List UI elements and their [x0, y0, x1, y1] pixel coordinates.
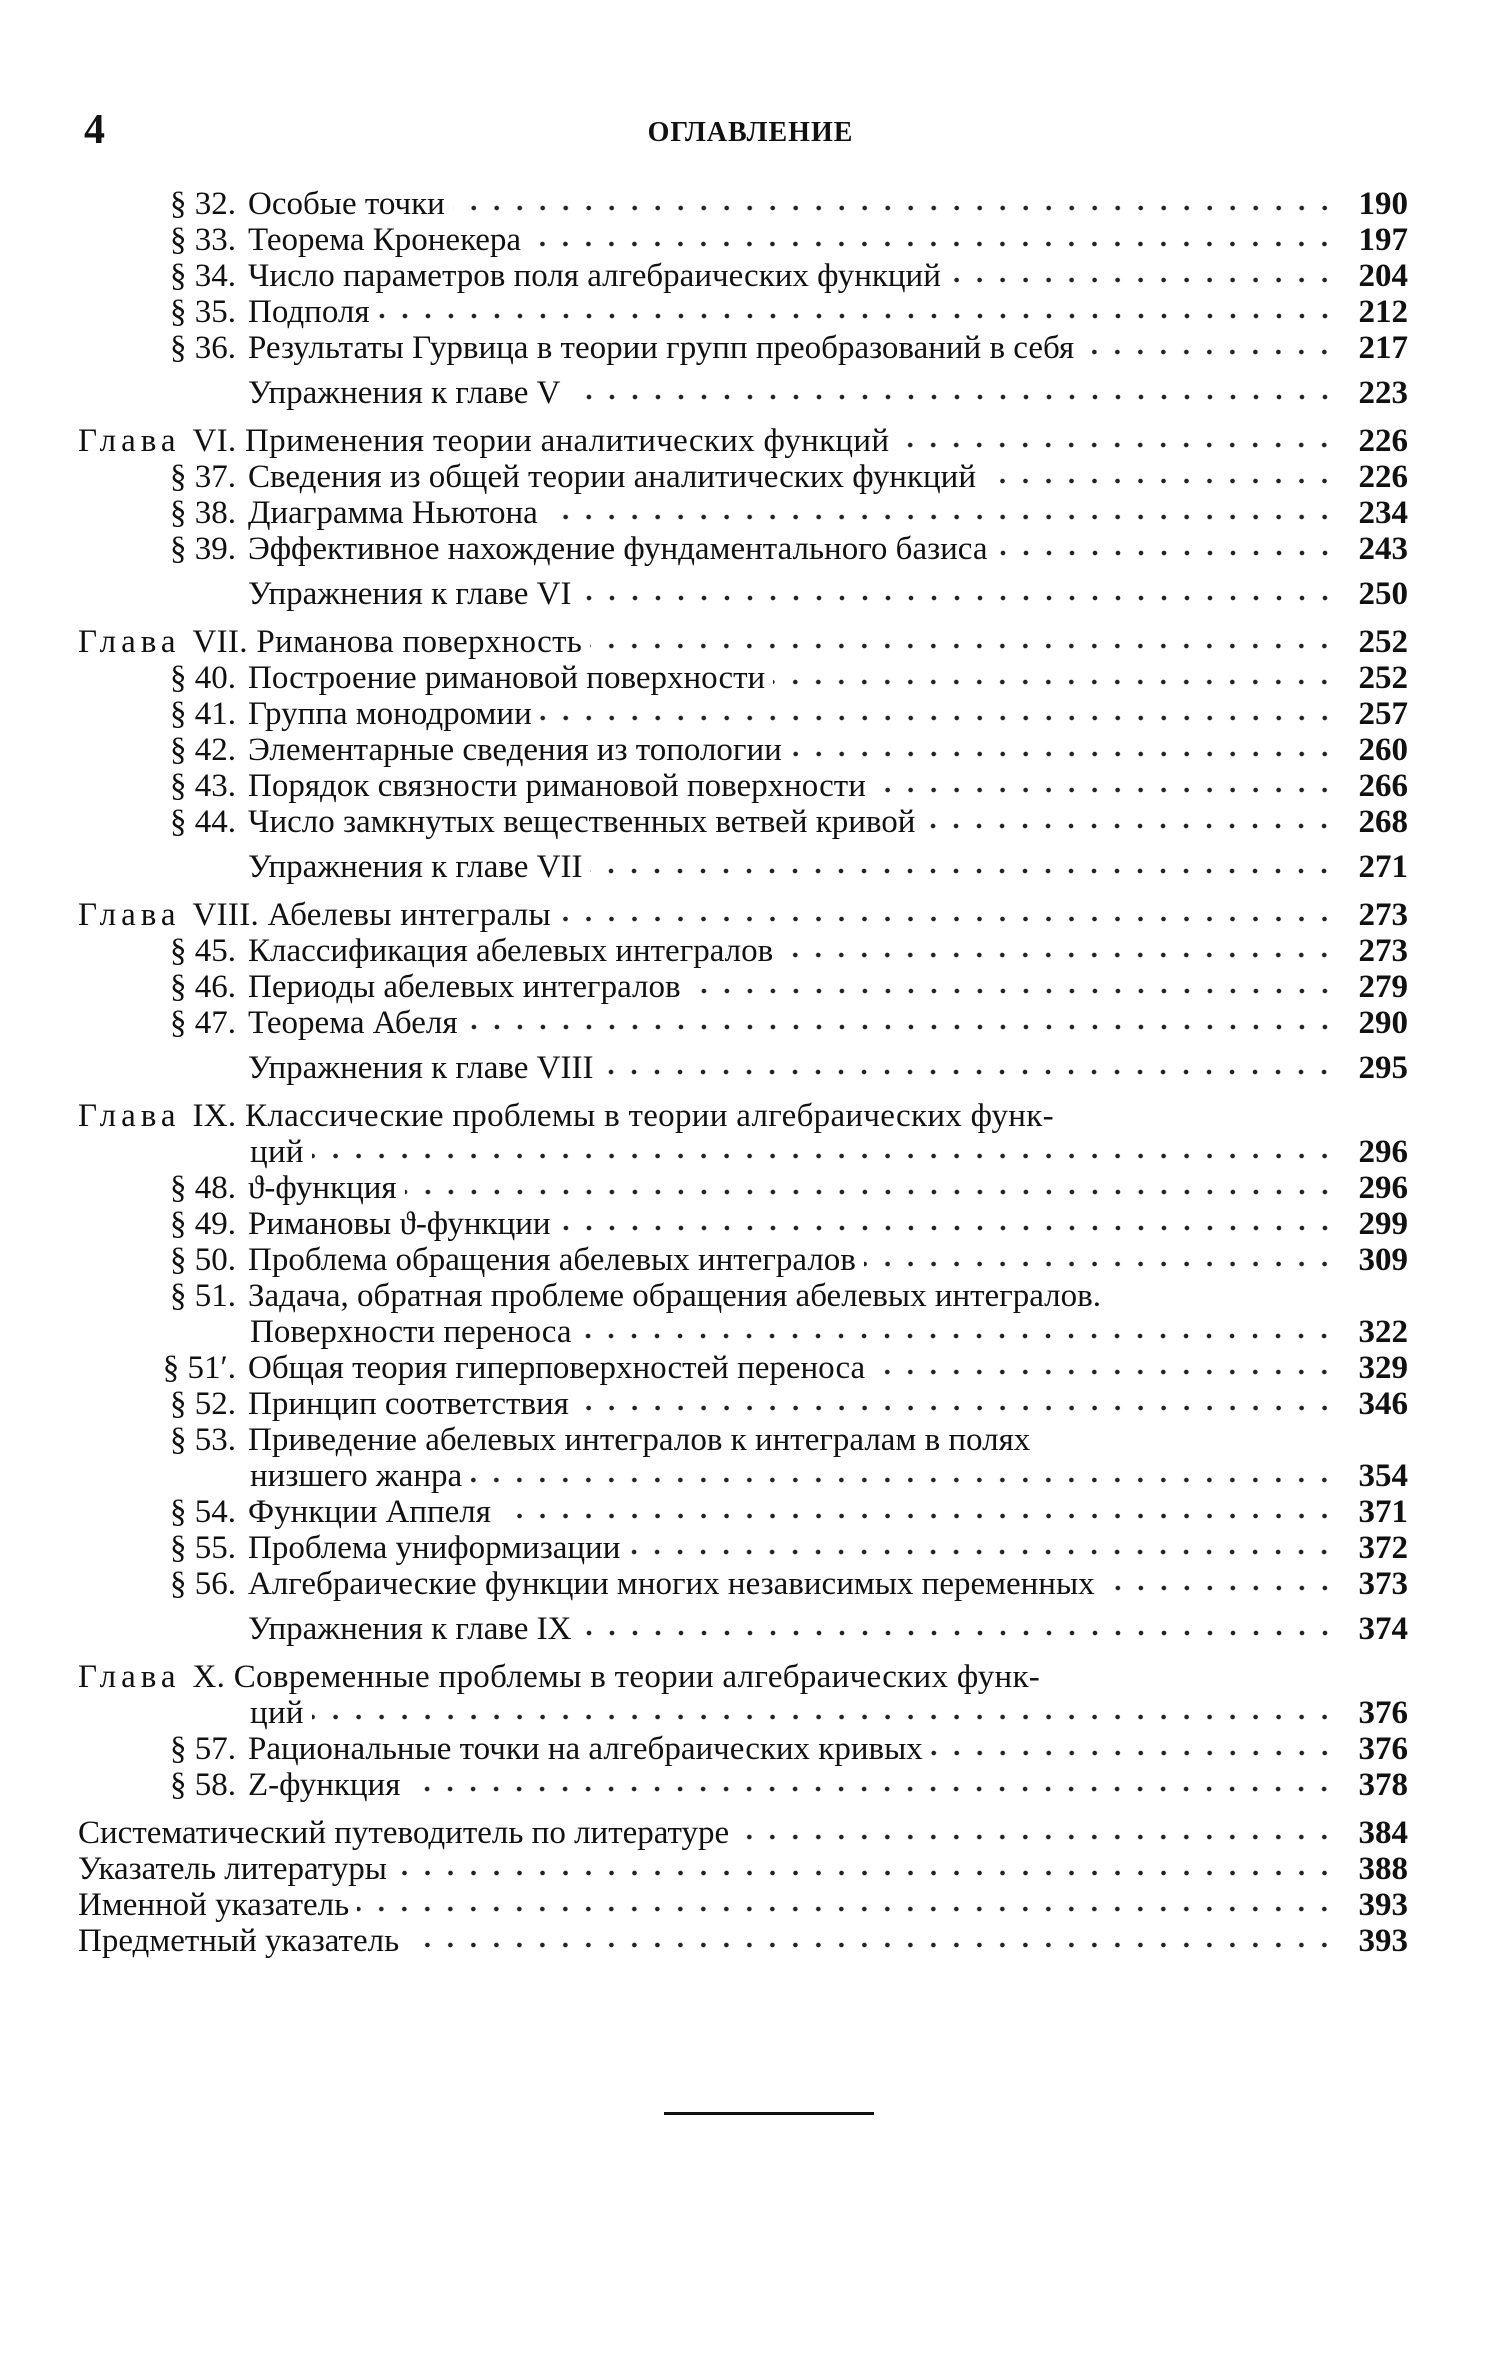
leader-dots [580, 1629, 1337, 1637]
toc-line [78, 969, 1408, 1005]
toc-line [78, 897, 1408, 933]
toc-line [78, 1206, 1408, 1242]
leader-dots [529, 240, 1336, 248]
toc-line [78, 1887, 1408, 1923]
index-entry[interactable] [78, 1851, 1408, 1887]
entry-title: Подполя [248, 294, 370, 330]
entry-title: Функции Аппеля [248, 1494, 491, 1530]
page-ref: 243 [1358, 531, 1408, 567]
toc-line-continuation [78, 1695, 1408, 1731]
leader-dots [405, 1188, 1336, 1196]
toc-line [78, 330, 1408, 366]
leader-dots [996, 549, 1337, 557]
toc-line [78, 804, 1408, 840]
leader-dots [569, 393, 1336, 401]
section-number: § 56. [170, 1566, 236, 1602]
section-entry[interactable] [78, 531, 1408, 567]
entry-title: Рациональные точки на алгебраических кривых [248, 1731, 923, 1767]
leader-dots [357, 1905, 1336, 1913]
chapter-label: Глава [78, 897, 181, 933]
section-number: § 58. [170, 1767, 236, 1803]
page-ref: 378 [1358, 1767, 1408, 1803]
leader-dots [378, 312, 1336, 320]
section-entry[interactable] [78, 1386, 1408, 1422]
page-ref: 354 [1358, 1458, 1408, 1494]
section-entry[interactable] [78, 1530, 1408, 1566]
leader-dots [590, 642, 1336, 650]
leader-dots [984, 477, 1336, 485]
entry-title: Задача, обратная проблеме обращения абелевых интегралов. [248, 1278, 1101, 1314]
leader-dots [453, 204, 1336, 212]
section-entry[interactable] [78, 186, 1408, 222]
entry-title: Именной указатель [78, 1887, 350, 1923]
section-number: § 57. [170, 1731, 236, 1767]
toc-line [78, 1350, 1408, 1386]
page-ref: 217 [1358, 330, 1408, 366]
toc-line [78, 531, 1408, 567]
running-title: ОГЛАВЛЕНИЕ [647, 117, 854, 148]
toc-line [78, 186, 1408, 222]
entry-title: X. Современные проблемы в теории алгебраических функ- [192, 1659, 1041, 1695]
page-ref: 371 [1358, 1494, 1408, 1530]
entry-title: Диаграмма Ньютона [248, 495, 538, 531]
page-ref: 190 [1358, 186, 1408, 222]
entry-title: IX. Классические проблемы в теории алгебраических функ- [192, 1098, 1054, 1134]
entry-title: Алгебраические функции многих независимых переменных [248, 1566, 1095, 1602]
entry-title: VI. Применения теории аналитических функций [192, 423, 890, 459]
entry-title: Группа монодромии [248, 696, 532, 732]
page-ref: 260 [1358, 732, 1408, 768]
entry-title: Классификация абелевых интегралов [248, 933, 774, 969]
section-number: § 47. [170, 1005, 236, 1041]
page-ref: 204 [1358, 258, 1408, 294]
toc-line [78, 849, 1408, 885]
page-ref: 295 [1358, 1050, 1408, 1086]
toc-line [78, 660, 1408, 696]
page-ref: 197 [1358, 222, 1408, 258]
entry-title: Упражнения к главе VII [248, 849, 583, 885]
page-ref: 257 [1358, 696, 1408, 732]
exercises-entry[interactable] [78, 576, 1408, 612]
section-entry[interactable] [78, 1494, 1408, 1530]
section-number: § 32. [170, 186, 236, 222]
entry-title: Упражнения к главе IX [248, 1611, 572, 1647]
leader-dots [577, 1404, 1336, 1412]
toc-line-continuation [78, 1314, 1408, 1350]
leader-dots [580, 594, 1337, 602]
entry-title: Упражнения к главе V [248, 375, 561, 411]
page-ref: 372 [1358, 1530, 1408, 1566]
toc-line [78, 1386, 1408, 1422]
leader-dots [864, 1260, 1336, 1268]
page-ref: 226 [1358, 423, 1408, 459]
chapter-entry[interactable] [78, 897, 1408, 933]
page-ref: 329 [1358, 1350, 1408, 1386]
toc-line [78, 1170, 1408, 1206]
section-entry[interactable] [78, 1005, 1408, 1041]
toc-line [78, 222, 1408, 258]
page-ref: 234 [1358, 495, 1408, 531]
leader-dots [949, 276, 1336, 284]
chapter-entry[interactable] [78, 1098, 1408, 1170]
section-entry[interactable] [78, 1350, 1408, 1386]
section-entry[interactable] [78, 1422, 1408, 1494]
entry-title: Сведения из общей теории аналитических функций [248, 459, 976, 495]
exercises-entry[interactable] [78, 375, 1408, 411]
toc-line [78, 258, 1408, 294]
section-entry[interactable] [78, 1566, 1408, 1602]
toc-line [78, 768, 1408, 804]
toc-line [78, 696, 1408, 732]
chapter-label: Глава [78, 1659, 181, 1695]
entry-title: Элементарные сведения из топологии [248, 732, 782, 768]
section-entry[interactable] [78, 1278, 1408, 1350]
leader-dots [579, 1332, 1336, 1340]
page-ref: 322 [1358, 1314, 1408, 1350]
leader-dots [737, 1833, 1336, 1841]
entry-title-continuation: Поверхности переноса [250, 1314, 572, 1350]
entry-title: Проблема униформизации [248, 1530, 621, 1566]
section-entry[interactable] [78, 1206, 1408, 1242]
entry-title: Построение римановой поверхности [248, 660, 766, 696]
toc-line [78, 1050, 1408, 1086]
leader-dots [407, 1941, 1336, 1949]
toc-line [78, 1731, 1408, 1767]
section-number: § 53. [170, 1422, 236, 1458]
index-entry[interactable] [78, 1887, 1408, 1923]
page-ref: 279 [1358, 969, 1408, 1005]
leader-dots [873, 1368, 1336, 1376]
toc-line [78, 1923, 1408, 1959]
leader-dots [931, 1749, 1336, 1757]
entry-title: VII. Риманова поверхность [192, 624, 583, 660]
entry-title: Принцип соответствия [248, 1386, 569, 1422]
page-ref: 376 [1358, 1695, 1408, 1731]
section-number: § 50. [170, 1242, 236, 1278]
entry-title: Предметный указатель [78, 1923, 400, 1959]
section-number: § 41. [170, 696, 236, 732]
page-ref: 346 [1358, 1386, 1408, 1422]
toc-line [78, 933, 1408, 969]
entry-title: Упражнения к главе VI [248, 576, 572, 612]
entry-title: Число параметров поля алгебраических функций [248, 258, 941, 294]
section-number: § 51. [170, 1278, 236, 1314]
entry-title: Периоды абелевых интегралов [248, 969, 681, 1005]
page-ref: 250 [1358, 576, 1408, 612]
page-ref: 296 [1358, 1170, 1408, 1206]
toc-line [78, 576, 1408, 612]
chapter-label: Глава [78, 423, 181, 459]
leader-dots [395, 1869, 1336, 1877]
entry-title-continuation: ций [250, 1134, 304, 1170]
toc-line-continuation [78, 1458, 1408, 1494]
toc-line [78, 423, 1408, 459]
leader-dots [470, 1476, 1336, 1484]
index-entry[interactable] [78, 1923, 1408, 1959]
page-ref: 273 [1358, 897, 1408, 933]
table-of-contents [78, 186, 1408, 1959]
page-ref: 252 [1358, 624, 1408, 660]
page-ref: 388 [1358, 1851, 1408, 1887]
page-ref: 252 [1358, 660, 1408, 696]
section-number: § 46. [170, 969, 236, 1005]
toc-line [78, 294, 1408, 330]
section-number: § 35. [170, 294, 236, 330]
section-entry[interactable] [78, 258, 1408, 294]
page-ref: 226 [1358, 459, 1408, 495]
chapter-entry[interactable] [78, 1659, 1408, 1731]
section-entry[interactable] [78, 732, 1408, 768]
toc-line [78, 1242, 1408, 1278]
leader-dots [559, 915, 1336, 923]
leader-dots [312, 1152, 1336, 1160]
leader-dots [466, 1023, 1336, 1031]
section-number: § 33. [170, 222, 236, 258]
toc-line [78, 1098, 1408, 1134]
entry-title: Указатель литературы [78, 1851, 387, 1887]
section-number: § 54. [170, 1494, 236, 1530]
section-number: § 49. [170, 1206, 236, 1242]
leader-dots [1082, 348, 1336, 356]
entry-title: ϑ-функция [248, 1170, 397, 1206]
entry-title: VIII. Абелевы интегралы [192, 897, 551, 933]
leader-dots [408, 1785, 1336, 1793]
section-entry[interactable] [78, 1767, 1408, 1803]
page-ref: 266 [1358, 768, 1408, 804]
end-rule [664, 2112, 874, 2115]
page-ref: 393 [1358, 1887, 1408, 1923]
section-entry[interactable] [78, 330, 1408, 366]
entry-title: Эффективное нахождение фундаментального базиса [248, 531, 988, 567]
page-ref: 290 [1358, 1005, 1408, 1041]
entry-title: Результаты Гурвица в теории групп преобразований в себя [248, 330, 1075, 366]
leader-dots [312, 1713, 1336, 1721]
entry-title-continuation: низшего жанра [250, 1458, 463, 1494]
entry-title-continuation: ций [250, 1695, 304, 1731]
section-number: § 34. [170, 258, 236, 294]
entry-title: Z-функция [248, 1767, 401, 1803]
entry-title: Особые точки [248, 186, 445, 222]
toc-line [78, 1005, 1408, 1041]
toc-line [78, 375, 1408, 411]
section-entry[interactable] [78, 768, 1408, 804]
section-entry[interactable] [78, 294, 1408, 330]
toc-line [78, 732, 1408, 768]
page-ref: 393 [1358, 1923, 1408, 1959]
leader-dots [773, 678, 1336, 686]
page-ref: 384 [1358, 1815, 1408, 1851]
entry-title: Упражнения к главе VIII [248, 1050, 594, 1086]
chapter-label: Глава [78, 624, 181, 660]
leader-dots [540, 714, 1336, 722]
section-entry[interactable] [78, 933, 1408, 969]
section-entry[interactable] [78, 1242, 1408, 1278]
section-entry[interactable] [78, 804, 1408, 840]
section-number: § 45. [170, 933, 236, 969]
section-entry[interactable] [78, 1731, 1408, 1767]
toc-line [78, 1611, 1408, 1647]
toc-line [78, 1767, 1408, 1803]
leader-dots [874, 786, 1336, 794]
toc-line [78, 495, 1408, 531]
leader-dots [923, 822, 1336, 830]
page-ref: 271 [1358, 849, 1408, 885]
entry-title: Теорема Абеля [248, 1005, 458, 1041]
toc-line [78, 624, 1408, 660]
toc-line-continuation [78, 1134, 1408, 1170]
leader-dots [546, 513, 1336, 521]
section-number: § 39. [170, 531, 236, 567]
entry-title: Римановы ϑ-функции [248, 1206, 551, 1242]
section-number: § 55. [170, 1530, 236, 1566]
entry-title: Систематический путеводитель по литературе [78, 1815, 730, 1851]
index-entry[interactable] [78, 1815, 1408, 1851]
section-number: § 51′. [162, 1350, 236, 1386]
leader-dots [628, 1548, 1336, 1556]
section-number: § 43. [170, 768, 236, 804]
page-ref: 268 [1358, 804, 1408, 840]
page-ref: 299 [1358, 1206, 1408, 1242]
entry-title: Проблема обращения абелевых интегралов [248, 1242, 856, 1278]
section-entry[interactable] [78, 696, 1408, 732]
exercises-entry[interactable] [78, 1050, 1408, 1086]
leader-dots [559, 1224, 1336, 1232]
page-ref: 212 [1358, 294, 1408, 330]
leader-dots [601, 1068, 1336, 1076]
leader-dots [499, 1512, 1336, 1520]
toc-line [78, 1494, 1408, 1530]
section-entry[interactable] [78, 969, 1408, 1005]
leader-dots [1103, 1584, 1336, 1592]
page-ref: 373 [1358, 1566, 1408, 1602]
section-number: § 42. [170, 732, 236, 768]
leader-dots [689, 987, 1336, 995]
section-entry[interactable] [78, 222, 1408, 258]
toc-line [78, 1422, 1408, 1458]
exercises-entry[interactable] [78, 849, 1408, 885]
toc-line [78, 1530, 1408, 1566]
entry-title: Порядок связности римановой поверхности [248, 768, 866, 804]
page-ref: 309 [1358, 1242, 1408, 1278]
toc-line [78, 1659, 1408, 1695]
section-number: § 40. [170, 660, 236, 696]
toc-line [78, 1278, 1408, 1314]
page-header [0, 105, 1501, 155]
entry-title: Приведение абелевых интегралов к интегралам в полях [248, 1422, 1031, 1458]
chapter-entry[interactable] [78, 423, 1408, 459]
leader-dots [590, 867, 1336, 875]
page-ref: 376 [1358, 1731, 1408, 1767]
leader-dots [790, 750, 1336, 758]
chapter-entry[interactable] [78, 624, 1408, 660]
exercises-entry[interactable] [78, 1611, 1408, 1647]
leader-dots [897, 441, 1336, 449]
chapter-label: Глава [78, 1098, 181, 1134]
section-number: § 48. [170, 1170, 236, 1206]
section-entry[interactable] [78, 660, 1408, 696]
page-ref: 273 [1358, 933, 1408, 969]
page-ref: 296 [1358, 1134, 1408, 1170]
toc-line [78, 459, 1408, 495]
toc-line [78, 1851, 1408, 1887]
section-number: § 36. [170, 330, 236, 366]
toc-line [78, 1566, 1408, 1602]
section-entry[interactable] [78, 1170, 1408, 1206]
leader-dots [781, 951, 1336, 959]
section-number: § 52. [170, 1386, 236, 1422]
toc-line [78, 1815, 1408, 1851]
entry-title: Число замкнутых вещественных ветвей кривой [248, 804, 916, 840]
section-entry[interactable] [78, 459, 1408, 495]
entry-title: Общая теория гиперповерхностей переноса [248, 1350, 866, 1386]
section-number: § 37. [170, 459, 236, 495]
section-entry[interactable] [78, 495, 1408, 531]
page-number: 4 [84, 107, 105, 153]
entry-title: Теорема Кронекера [248, 222, 522, 258]
page-ref: 374 [1358, 1611, 1408, 1647]
page-ref: 223 [1358, 375, 1408, 411]
section-number: § 38. [170, 495, 236, 531]
section-number: § 44. [170, 804, 236, 840]
